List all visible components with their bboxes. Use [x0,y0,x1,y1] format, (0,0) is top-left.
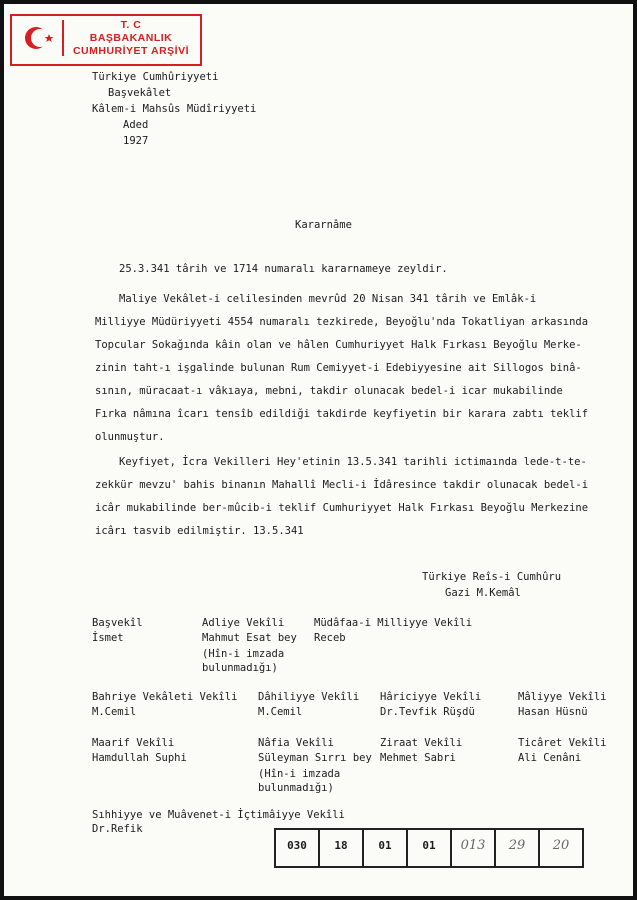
archive-code-cell-handwritten: 29 [496,830,540,866]
header-line-3: Kâlem-i Mahsûs Müdîriyyeti [92,103,257,115]
signatory-name: Dr.Refik [92,823,143,835]
text-line: icârı tasvib edilmiştir. 13.5.341 [95,525,304,537]
president-name: Gazi M.Kemâl [445,587,521,599]
text-line: Maliye Vekâlet-i celilesinden mevrûd 20 Nisan 341 târih ve Emlâk-i [119,293,537,305]
signatory-note: (Hîn-i imzada bulunmadığı) [202,648,285,674]
signatory-title: Dâhiliyye Vekîli [258,691,360,703]
text-line: Topcular Sokağında kâin olan ve hâlen Cumhuriyyet Halk Fırkası Beyoğlu Merke- [95,339,582,351]
text-line: olunmuştur. [95,431,165,443]
paragraph-2 [95,451,588,543]
signatory-name: M.Cemil [258,706,303,718]
signatory-name: Mahmut Esat bey [202,632,297,644]
signatory-title: Maarif Vekîli [92,737,175,749]
text-line: Milliyye Müdüriyyeti 4554 numaralı tezkirede, Beyoğlu'nda Tokatliyan arkasında [95,316,589,328]
archive-stamp [10,14,202,66]
archive-code-cell: 01 [364,830,408,866]
signatory-title: Adliye Vekîli [202,617,285,629]
header-line-5: 1927 [123,135,149,147]
stamp-text [66,19,196,58]
text-line: zinin taht-ı işgalinde bulunan Rum Cemiyyet-i Edebiyyesine ait Sillogos binâ- [95,362,582,374]
signatory-name: Hasan Hüsnü [518,706,588,718]
stamp-line-2: BAŞBAKANLIK [89,32,173,44]
intro-line: 25.3.341 târih ve 1714 numaralı kararnameye zeyldir. [119,263,448,275]
signatory-title: Nâfia Vekîli [258,737,334,749]
signatory-title: Başvekîl [92,617,143,629]
signatory-note: (Hîn-i imzada bulunmadığı) [258,768,341,794]
text-line: icâr mukabilinde ber-mûcib-i teklif Cumhuriyyet Halk Fırkası Beyoğlu Merkezine [95,502,589,514]
signatory-title: Hâriciyye Vekîli [380,691,482,703]
signatory-name: Süleyman Sırrı bey [258,752,372,764]
paragraph-1 [95,288,588,449]
signatory-title: Ziraat Vekîli [380,737,463,749]
signatory-name: İsmet [92,632,124,644]
archive-code-cell-handwritten: 20 [552,838,570,853]
text-line: Fırka nâmına îcarı tensîb edildiği takdirde keyfiyetin bir karara zabtı teklif [95,408,589,420]
signatory-title: Bahriye Vekâleti Vekîli [92,691,238,703]
signatory-name: Dr.Tevfik Rüşdü [380,706,475,718]
crescent-star-icon [16,20,64,56]
archive-code-cell: 030 [276,830,320,866]
signatory-name: Mehmet Sabri [380,752,456,764]
signatory-title: Ticâret Vekîli [518,737,607,749]
document-title: Kararnâme [295,219,352,231]
president-title: Türkiye Reîs-i Cumhûru [422,571,562,583]
stamp-line-3: CUMHURİYET ARŞİVİ [72,45,190,57]
stamp-line-1: T. C [120,19,142,31]
signatory-title: Sıhhiyye ve Muâvenet-i İçtimâiyye Vekîli [92,809,345,821]
signatory-title: Müdâfaa-i Milliyye Vekîli [314,617,473,629]
signatory-name: Receb [314,632,346,644]
signatory-name: Hamdullah Suphi [92,752,187,764]
text-line: zekkür mevzu' bahis binanın Mahallî Mecli-i İdâresince takdir olunacak bedel-i [95,479,589,491]
header-line-1: Türkiye Cumhûriyyeti [92,71,219,83]
archive-code-cell: 18 [320,830,364,866]
signatory-title: Mâliyye Vekîli [518,691,607,703]
archive-code-box [274,828,584,868]
text-line: sının, müracaat-ı vâkıaya, mebni, takdir olunacak bedel-i icar mukabilinde [95,385,563,397]
signatory-name: M.Cemil [92,706,137,718]
archive-code-cell-handwritten: 013 [452,830,496,866]
header-line-2: Başvekâlet [108,87,172,99]
signatory-name: Ali Cenâni [518,752,582,764]
archive-code-cell: 01 [408,830,452,866]
document-page [4,4,633,896]
text-line: Keyfiyet, İcra Vekilleri Hey'etinin 13.5.341 tarihli ictimaında lede-t-te- [119,456,587,468]
header-line-4: Aded [123,119,149,131]
